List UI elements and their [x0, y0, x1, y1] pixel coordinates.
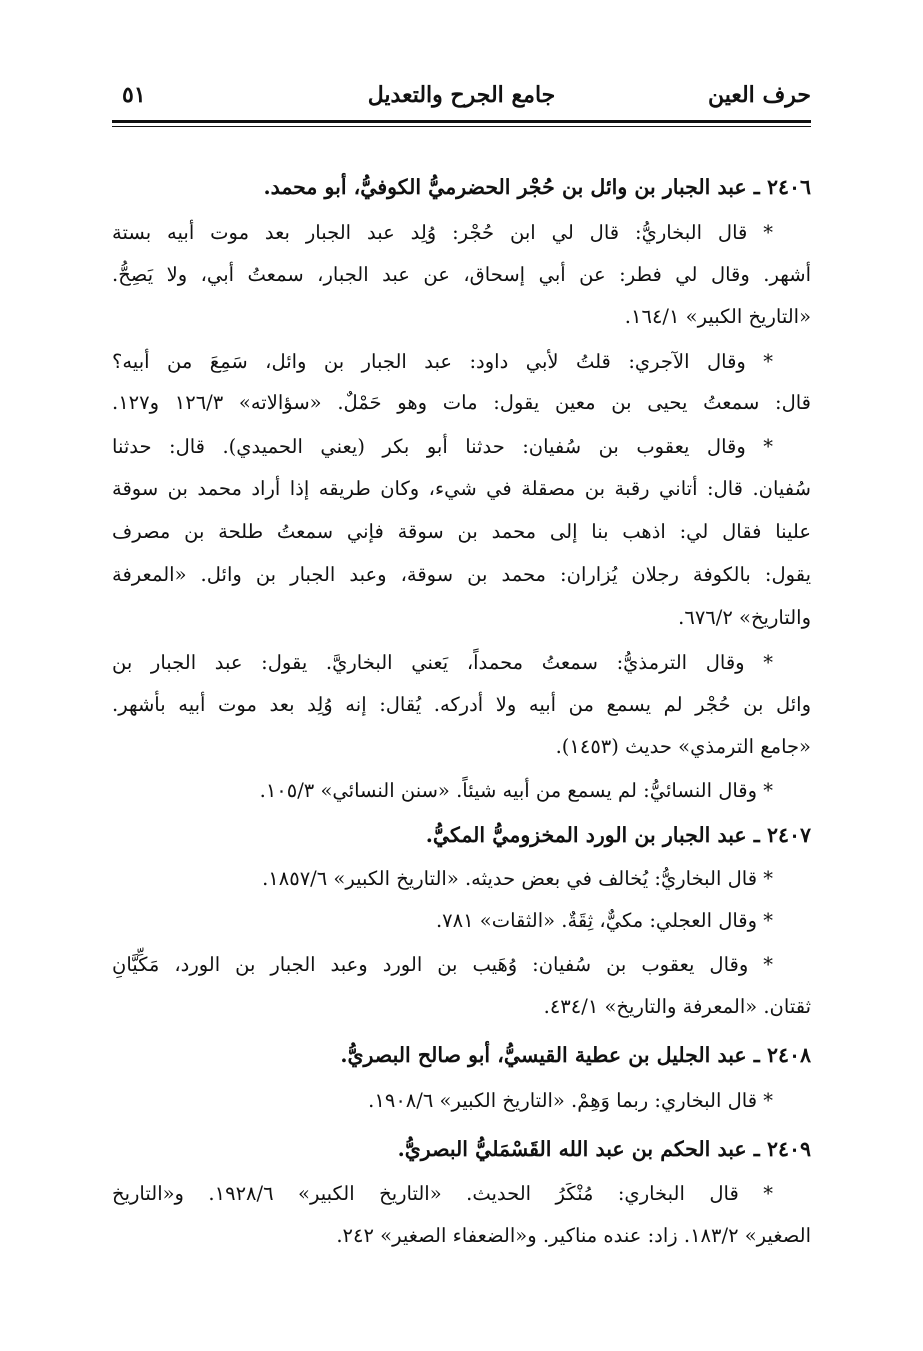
page-number: ٥١ [122, 82, 146, 108]
header-rule-thick [112, 120, 811, 123]
text-line: * قال البخاري: ربما وَهِمْ. «التاريخ الكبير» ١٩٠٨/٦. [368, 1089, 773, 1112]
text-line: سُفيان. قال: أتاني رقبة بن مصقلة في شيء، وكان طريقه إذا أراد محمد بن سوقة [112, 477, 811, 500]
page-header [112, 82, 811, 122]
text-line: * وقال يعقوب بن سُفيان: وُهَيب بن الورد وعبد الجبار بن الورد، مَكِّيَّانِ [112, 953, 773, 976]
text-line: * قال البخاريُّ: قال لي ابن حُجْر: وُلِد عبد الجبار بعد موت أبيه بستة [112, 221, 773, 244]
chapter-title: حرف العين [707, 82, 811, 108]
entry-heading-2408: ٢٤٠٨ ـ عبد الجليل بن عطية القيسيُّ، أبو صالح البصريُّ. [340, 1043, 811, 1067]
text-line: علينا فقال لي: اذهب بنا إلى محمد بن سوقة فإني سمعتُ طلحة بن مصرف [112, 520, 811, 543]
header-rule-thin [112, 126, 811, 127]
text-line: والتاريخ» ٦٧٦/٢. [678, 606, 811, 629]
text-line: قال: سمعتُ يحيى بن معين يقول: مات وهو حَمْلٌ. «سؤالاته» ١٢٦/٣ و١٢٧. [112, 391, 811, 414]
text-line: ثقتان. «المعرفة والتاريخ» ٤٣٤/١. [543, 995, 811, 1018]
text-line: «التاريخ الكبير» ١٦٤/١. [624, 305, 811, 328]
text-line: * وقال يعقوب بن سُفيان: حدثنا أبو بكر (يعني الحميدي). قال: حدثنا [112, 435, 773, 458]
text-line: * وقال الترمذيُّ: سمعتُ محمداً، يَعني البخاريَّ. يقول: عبد الجبار بن [112, 651, 773, 674]
entry-heading-2406: ٢٤٠٦ ـ عبد الجبار بن وائل بن حُجْر الحضرميُّ الكوفيُّ، أبو محمد. [263, 175, 811, 199]
text-line: «جامع الترمذي» حديث (١٤٥٣). [555, 735, 811, 758]
text-line: * قال البخاريُّ: يُخالف في بعض حديثه. «التاريخ الكبير» ١٨٥٧/٦. [262, 867, 773, 890]
entry-heading-2409: ٢٤٠٩ ـ عبد الحكم بن عبد الله القَسْمَليُّ البصريُّ. [397, 1137, 811, 1161]
text-line: أشهر. وقال لي فطر: عن أبي إسحاق، عن عبد الجبار، سمعتُ أبي، ولا يَصِحُّ. [112, 263, 811, 286]
text-line: وائل بن حُجْر لم يسمع من أبيه ولا أدركه. يُقال: إنه وُلِد بعد موت أبيه بأشهر. [112, 693, 811, 716]
entry-heading-2407: ٢٤٠٧ ـ عبد الجبار بن الورد المخزوميُّ المكيُّ. [425, 823, 811, 847]
book-title: جامع الجرح والتعديل [367, 82, 556, 108]
text-line: * وقال النسائيُّ: لم يسمع من أبيه شيئاً. «سنن النسائي» ١٠٥/٣. [259, 779, 773, 802]
text-line: الصغير» ١٨٣/٢. زاد: عنده مناكير. و«الضعفاء الصغير» ٢٤٢. [336, 1224, 811, 1247]
text-line: * وقال الآجري: قلتُ لأبي داود: عبد الجبار بن وائل، سَمِعَ من أبيه؟ [112, 350, 773, 373]
text-line: * قال البخاري: مُنْكَرُ الحديث. «التاريخ الكبير» ١٩٢٨/٦. و«التاريخ [112, 1182, 773, 1205]
text-line: * وقال العجلي: مكيٌّ، ثِقَةٌ. «الثقات» ٧٨١. [435, 909, 773, 932]
text-line: يقول: بالكوفة رجلان يُزاران: محمد بن سوقة، وعبد الجبار بن وائل. «المعرفة [112, 563, 811, 586]
